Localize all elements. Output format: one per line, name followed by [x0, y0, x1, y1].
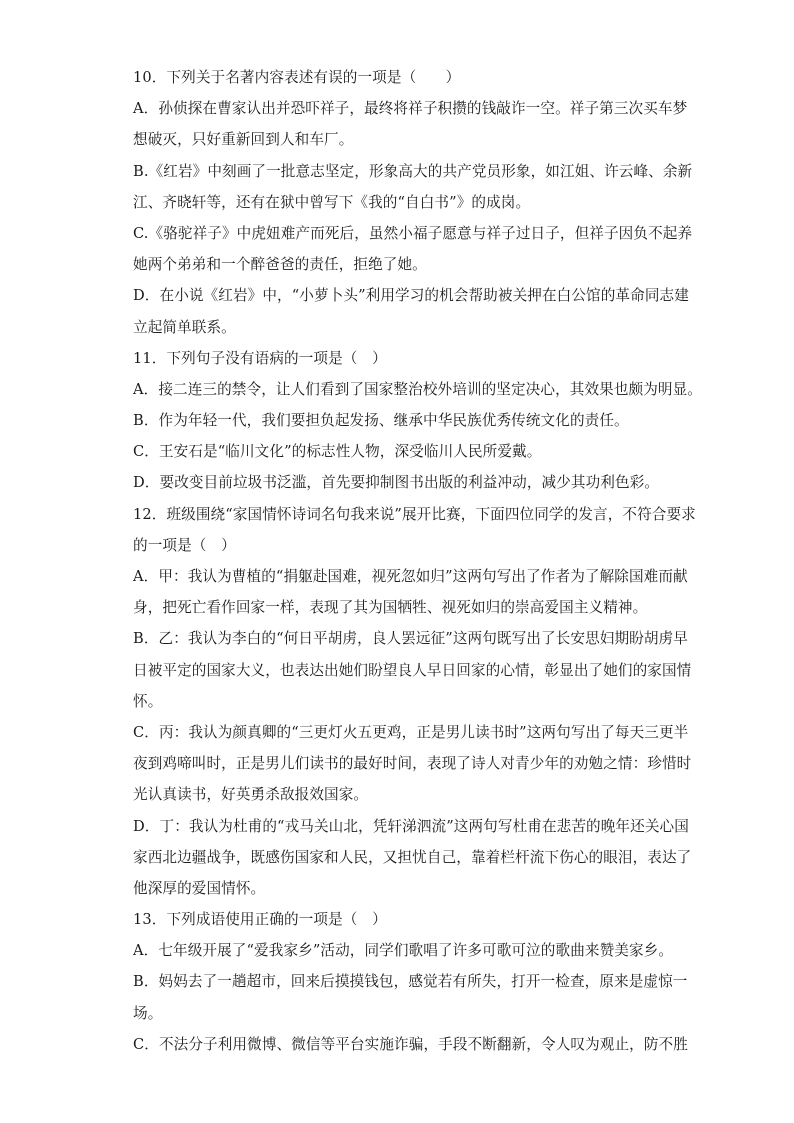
q12-option-b-line1: B．乙：我认为李白的“何日平胡虏，良人罢远征”这两句既写出了长安思妇期盼胡虏早 — [133, 630, 688, 648]
q10-stem: 10．下列关于名著内容表述有误的一项是（ ） — [133, 69, 461, 86]
q11-option-a: A．接二连三的禁令，让人们看到了国家整治校外培训的坚定决心，其效果也颇为明显。 — [133, 380, 703, 398]
q13-option-b-line1: B．妈妈去了一趟超市，回来后摸摸钱包，感觉若有所失，打开一检查，原来是虚惊一 — [133, 973, 688, 991]
q12-option-d-line1: D．丁：我认为杜甫的“戎马关山北，凭轩涕泗流”这两句写杜甫在悲苦的晚年还关心国 — [133, 817, 689, 835]
q12-option-a-line1: A．甲：我认为曹植的“捐躯赴国难，视死忽如归”这两句写出了作者为了解除国难而献 — [133, 568, 688, 585]
q12-option-c-line2: 夜到鸡啼叫时，正是男儿们读书的最好时间，表现了诗人对青少年的劝勉之情：珍惜时 — [133, 755, 692, 773]
q12-stem-line1: 12．班级围绕“家国情怀诗词名句我来说”展开比赛，下面四位同学的发言，不符合要求 — [133, 505, 696, 523]
q10-option-c-line1: C.《骆驼祥子》中虎妞难产而死后，虽然小福子愿意与祥子过日子，但祥子因负不起养 — [133, 224, 693, 242]
q13-option-b-line2: 场。 — [133, 1004, 163, 1022]
q11-stem: 11．下列句子没有语病的一项是（ ） — [133, 349, 387, 367]
q13-stem: 13．下列成语使用正确的一项是（ ） — [133, 911, 387, 929]
q12-stem-line2: 的一项是（ ） — [133, 536, 236, 554]
q12-option-d-line2: 家西北边疆战争，既感伤国家和人民，又担忧自己，靠着栏杆流下伤心的眼泪，表达了 — [133, 848, 692, 866]
q12-option-c-line3: 光认真读书，好英勇杀敌报效国家。 — [133, 786, 369, 804]
q12-option-c-line1: C．丙：我认为颜真卿的“三更灯火五更鸡，正是男儿读书时”这两句写出了每天三更半 — [133, 723, 689, 741]
q13-option-c-line1: C．不法分子利用微博、微信等平台实施诈骗，手段不断翻新，令人叹为观止，防不胜 — [133, 1035, 688, 1053]
q10-option-b-line1: B.《红岩》中刻画了一批意志坚定，形象高大的共产党员形象，如江姐、许云峰、余新 — [133, 162, 693, 180]
q11-option-d: D．要改变目前垃圾书泛滥，首先要抑制图书出版的利益冲动，减少其功利色彩。 — [133, 474, 660, 492]
q12-option-a-line2: 身，把死亡看作回家一样，表现了其为国牺牲、视死如归的崇高爱国主义精神。 — [133, 599, 648, 617]
question-text — [133, 62, 703, 1060]
q10-option-c-line2: 她两个弟弟和一个醉爸爸的责任，拒绝了她。 — [133, 256, 427, 274]
q10-option-a-line2: 想破灭，只好重新回到人和车厂。 — [133, 131, 354, 149]
q10-option-d-line1: D．在小说《红岩》中，“小萝卜头”利用学习的机会帮助被关押在白公馆的革命同志建 — [133, 287, 689, 305]
q10-option-d-line2: 立起简单联系。 — [133, 318, 236, 336]
q10-option-a-line1: A．孙侦探在曹家认出并恐吓祥子，最终将祥子积攒的钱敲诈一空。祥子第三次买车梦 — [133, 100, 688, 118]
q13-option-a: A．七年级开展了“爱我家乡”活动，同学们歌唱了许多可歌可泣的歌曲来赞美家乡。 — [133, 942, 674, 960]
q12-option-d-line3: 他深厚的爱国情怀。 — [133, 879, 266, 897]
q11-option-c: C．王安石是“临川文化”的标志性人物，深受临川人民所爱戴。 — [133, 443, 542, 461]
q11-option-b: B．作为年轻一代，我们要担负起发扬、继承中华民族优秀传统文化的责任。 — [133, 412, 629, 430]
q12-option-b-line2: 日被平定的国家大义，也表达出她们盼望良人早日回家的心情，彰显出了她们的家国情 — [133, 661, 692, 679]
q12-option-b-line3: 怀。 — [133, 692, 163, 710]
q10-option-b-line2: 江、齐晓轩等，还有在狱中曾写下《我的“自白书”》的成岗。 — [133, 193, 531, 211]
